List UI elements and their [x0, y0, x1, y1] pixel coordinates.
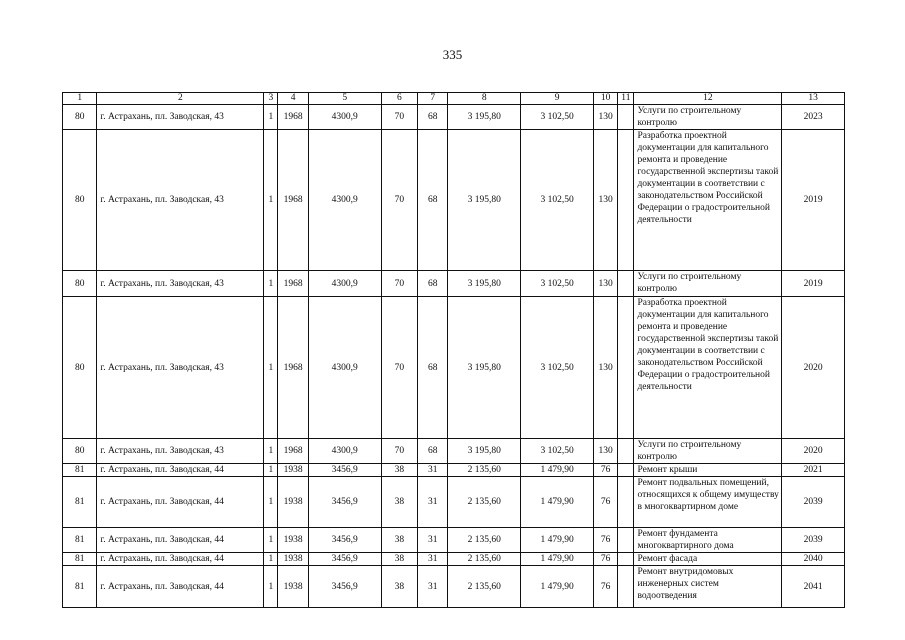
col-11-value	[618, 105, 634, 130]
total-area: 3456,9	[308, 528, 381, 553]
build-year: 1938	[278, 553, 308, 566]
column-number: 6	[381, 93, 417, 105]
col-9-value: 1 479,90	[521, 553, 594, 566]
col-6-value: 70	[381, 105, 417, 130]
col-7-value: 68	[418, 439, 448, 464]
row-number: 80	[63, 439, 97, 464]
col-9-value: 1 479,90	[521, 477, 594, 528]
col-7-value: 31	[418, 464, 448, 477]
col-10-value: 76	[594, 528, 618, 553]
column-number: 12	[634, 93, 782, 105]
address: г. Астрахань, пл. Заводская, 43	[97, 105, 264, 130]
col-6-value: 38	[381, 464, 417, 477]
year: 2020	[782, 439, 845, 464]
work-type: Ремонт фасада	[634, 553, 782, 566]
work-type: Услуги по строительному контролю	[634, 105, 782, 130]
col-11-value	[618, 297, 634, 439]
col-11-value	[618, 464, 634, 477]
work-type: Услуги по строительному контролю	[634, 271, 782, 297]
col-9-value: 3 102,50	[521, 271, 594, 297]
work-type: Ремонт фундамента многоквартирного дома	[634, 528, 782, 553]
col-9-value: 3 102,50	[521, 105, 594, 130]
row-number: 81	[63, 553, 97, 566]
col-10-value: 130	[594, 297, 618, 439]
year: 2039	[782, 477, 845, 528]
col-10-value: 76	[594, 553, 618, 566]
total-area: 4300,9	[308, 271, 381, 297]
col-11-value	[618, 477, 634, 528]
col-8-value: 2 135,60	[448, 566, 521, 608]
col-8-value: 3 195,80	[448, 271, 521, 297]
table-row	[63, 271, 845, 297]
table-row	[63, 566, 845, 608]
col-10-value: 130	[594, 105, 618, 130]
col-9-value: 3 102,50	[521, 130, 594, 271]
col-3-value: 1	[264, 439, 278, 464]
col-3-value: 1	[264, 464, 278, 477]
col-6-value: 70	[381, 271, 417, 297]
table-row	[63, 464, 845, 477]
build-year: 1968	[278, 130, 308, 271]
col-6-value: 70	[381, 297, 417, 439]
col-10-value: 130	[594, 271, 618, 297]
build-year: 1938	[278, 566, 308, 608]
work-type: Ремонт крыши	[634, 464, 782, 477]
col-6-value: 38	[381, 553, 417, 566]
repair-schedule-table	[62, 92, 845, 608]
row-number: 80	[63, 130, 97, 271]
row-number: 80	[63, 271, 97, 297]
row-number: 80	[63, 105, 97, 130]
column-number-row	[63, 93, 845, 105]
column-number: 13	[782, 93, 845, 105]
col-7-value: 68	[418, 130, 448, 271]
column-number: 1	[63, 93, 97, 105]
col-11-value	[618, 271, 634, 297]
col-6-value: 38	[381, 477, 417, 528]
col-7-value: 68	[418, 271, 448, 297]
total-area: 4300,9	[308, 105, 381, 130]
work-type: Ремонт подвальных помещений, относящихся к общему имуществу в многоквартирном доме	[634, 477, 782, 528]
col-8-value: 3 195,80	[448, 297, 521, 439]
table-row	[63, 130, 845, 271]
total-area: 3456,9	[308, 566, 381, 608]
column-number: 8	[448, 93, 521, 105]
year: 2041	[782, 566, 845, 608]
col-11-value	[618, 566, 634, 608]
table-row	[63, 528, 845, 553]
column-number: 2	[97, 93, 264, 105]
col-8-value: 2 135,60	[448, 464, 521, 477]
year: 2040	[782, 553, 845, 566]
col-9-value: 1 479,90	[521, 464, 594, 477]
column-number: 9	[521, 93, 594, 105]
col-10-value: 76	[594, 464, 618, 477]
table-row	[63, 553, 845, 566]
column-number: 5	[308, 93, 381, 105]
work-type: Ремонт внутридомовых инженерных систем водоотведения	[634, 566, 782, 608]
col-3-value: 1	[264, 271, 278, 297]
address: г. Астрахань, пл. Заводская, 43	[97, 439, 264, 464]
col-3-value: 1	[264, 297, 278, 439]
build-year: 1968	[278, 105, 308, 130]
row-number: 81	[63, 566, 97, 608]
year: 2021	[782, 464, 845, 477]
col-9-value: 1 479,90	[521, 528, 594, 553]
col-10-value: 130	[594, 439, 618, 464]
column-number: 4	[278, 93, 308, 105]
build-year: 1968	[278, 271, 308, 297]
col-8-value: 3 195,80	[448, 130, 521, 271]
total-area: 4300,9	[308, 439, 381, 464]
col-3-value: 1	[264, 105, 278, 130]
column-number: 7	[418, 93, 448, 105]
total-area: 3456,9	[308, 477, 381, 528]
col-9-value: 1 479,90	[521, 566, 594, 608]
col-6-value: 70	[381, 439, 417, 464]
table-row	[63, 297, 845, 439]
col-11-value	[618, 553, 634, 566]
work-type: Услуги по строительному контролю	[634, 439, 782, 464]
build-year: 1938	[278, 477, 308, 528]
col-3-value: 1	[264, 553, 278, 566]
col-9-value: 3 102,50	[521, 297, 594, 439]
table-row	[63, 105, 845, 130]
page-number: 335	[442, 47, 463, 62]
col-6-value: 38	[381, 528, 417, 553]
total-area: 4300,9	[308, 130, 381, 271]
table-row	[63, 439, 845, 464]
col-7-value: 31	[418, 528, 448, 553]
row-number: 80	[63, 297, 97, 439]
col-11-value	[618, 439, 634, 464]
col-3-value: 1	[264, 477, 278, 528]
col-8-value: 3 195,80	[448, 105, 521, 130]
col-10-value: 76	[594, 566, 618, 608]
col-3-value: 1	[264, 566, 278, 608]
col-3-value: 1	[264, 528, 278, 553]
address: г. Астрахань, пл. Заводская, 43	[97, 271, 264, 297]
address: г. Астрахань, пл. Заводская, 44	[97, 464, 264, 477]
total-area: 3456,9	[308, 553, 381, 566]
year: 2019	[782, 271, 845, 297]
col-7-value: 68	[418, 105, 448, 130]
work-type: Разработка проектной документации для капитального ремонта и проведение государственной экспертизы такой документации в соответствии с законодательством Российской Федерации о градостроительной деятельности	[634, 297, 782, 439]
col-11-value	[618, 130, 634, 271]
year: 2039	[782, 528, 845, 553]
address: г. Астрахань, пл. Заводская, 44	[97, 566, 264, 608]
column-number: 11	[618, 93, 634, 105]
address: г. Астрахань, пл. Заводская, 43	[97, 297, 264, 439]
col-9-value: 3 102,50	[521, 439, 594, 464]
row-number: 81	[63, 528, 97, 553]
col-6-value: 38	[381, 566, 417, 608]
col-7-value: 31	[418, 566, 448, 608]
row-number: 81	[63, 477, 97, 528]
col-7-value: 31	[418, 477, 448, 528]
work-type: Разработка проектной документации для капитального ремонта и проведение государственной экспертизы такой документации в соответствии с законодательством Российской Федерации о градостроительной деятельности	[634, 130, 782, 271]
year: 2023	[782, 105, 845, 130]
year: 2019	[782, 130, 845, 271]
column-number: 10	[594, 93, 618, 105]
col-11-value	[618, 528, 634, 553]
address: г. Астрахань, пл. Заводская, 43	[97, 130, 264, 271]
build-year: 1968	[278, 439, 308, 464]
col-7-value: 68	[418, 297, 448, 439]
total-area: 4300,9	[308, 297, 381, 439]
col-10-value: 130	[594, 130, 618, 271]
address: г. Астрахань, пл. Заводская, 44	[97, 477, 264, 528]
column-number: 3	[264, 93, 278, 105]
col-8-value: 2 135,60	[448, 553, 521, 566]
col-8-value: 2 135,60	[448, 528, 521, 553]
total-area: 3456,9	[308, 464, 381, 477]
row-number: 81	[63, 464, 97, 477]
address: г. Астрахань, пл. Заводская, 44	[97, 553, 264, 566]
col-10-value: 76	[594, 477, 618, 528]
build-year: 1968	[278, 297, 308, 439]
year: 2020	[782, 297, 845, 439]
table-row	[63, 477, 845, 528]
build-year: 1938	[278, 528, 308, 553]
col-7-value: 31	[418, 553, 448, 566]
address: г. Астрахань, пл. Заводская, 44	[97, 528, 264, 553]
build-year: 1938	[278, 464, 308, 477]
col-8-value: 3 195,80	[448, 439, 521, 464]
col-8-value: 2 135,60	[448, 477, 521, 528]
col-6-value: 70	[381, 130, 417, 271]
col-3-value: 1	[264, 130, 278, 271]
